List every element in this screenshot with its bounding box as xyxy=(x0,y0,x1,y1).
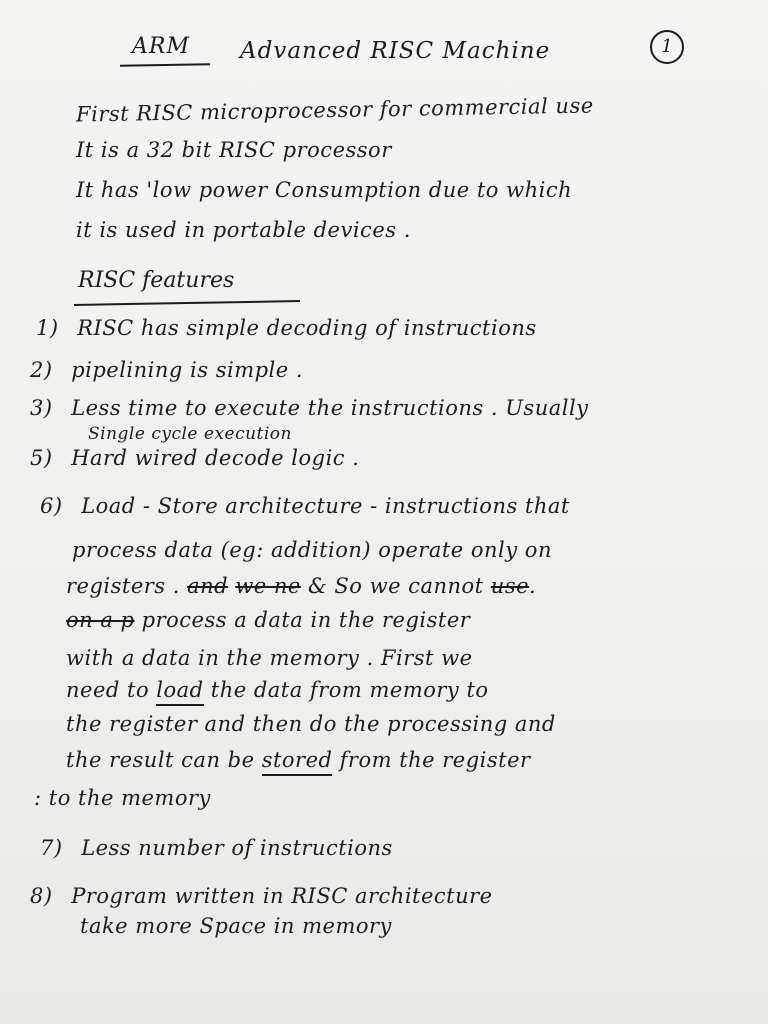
feature-item xyxy=(40,836,393,860)
feature-item xyxy=(36,316,537,340)
paragraph-line: the result can be stored from the register xyxy=(66,748,531,772)
paragraph-line: need to load the data from memory to xyxy=(66,678,489,702)
feature-item xyxy=(30,446,359,470)
feature-item-continuation xyxy=(80,914,392,938)
abbreviation-underline xyxy=(120,63,210,67)
feature-item-continuation xyxy=(88,424,292,444)
page-title: Advanced RISC Machine xyxy=(240,38,551,64)
feature-number: 8) xyxy=(30,884,53,908)
intro-line-4: it is used in portable devices . xyxy=(76,218,411,242)
feature-number: 2) xyxy=(30,358,53,382)
feature-text: Hard wired decode logic . xyxy=(71,446,360,470)
feature-text: Less time to execute the instructions . Usually xyxy=(71,396,589,420)
section-heading-underline xyxy=(74,300,300,306)
paragraph-line: registers . and we ne & So we cannot use. xyxy=(66,574,537,598)
page-number: 1 xyxy=(650,30,684,64)
intro-line-2: It is a 32 bit RISC processor xyxy=(76,138,392,162)
feature-item xyxy=(40,494,570,518)
struck-text: use xyxy=(490,574,530,598)
underlined-word: stored xyxy=(262,748,333,776)
arm-abbreviation: ARM xyxy=(132,34,190,59)
feature-number: 3) xyxy=(30,396,53,420)
feature-text: Load - Store architecture - instructions that xyxy=(81,494,570,518)
feature-text: take more Space in memory xyxy=(80,914,392,938)
paragraph-line: : to the memory xyxy=(34,786,211,810)
feature-item xyxy=(30,396,589,420)
underlined-word: load xyxy=(156,678,203,706)
struck-text: we ne xyxy=(235,574,301,598)
intro-line-1: First RISC microprocessor for commercial use xyxy=(75,93,594,127)
margin-mark: : xyxy=(34,786,42,810)
paragraph-line: the register and then do the processing and xyxy=(66,712,556,736)
paragraph-line: with a data in the memory . First we xyxy=(66,646,473,670)
struck-text: and xyxy=(187,574,229,598)
feature-number: 1) xyxy=(36,316,59,340)
section-heading: RISC features xyxy=(78,268,235,293)
feature-number: 7) xyxy=(40,836,63,860)
page-header xyxy=(120,30,740,80)
feature-text: Less number of instructions xyxy=(81,836,393,860)
feature-text: Single cycle execution xyxy=(88,424,292,444)
feature-item xyxy=(30,884,493,908)
struck-text: on a p xyxy=(66,608,135,632)
feature-text: RISC has simple decoding of instructions xyxy=(77,316,537,340)
intro-line-3: It has 'low power Consumption due to which xyxy=(76,178,573,202)
paragraph-line: process data (eg: addition) operate only on xyxy=(72,538,552,562)
feature-number: 5) xyxy=(30,446,53,470)
feature-number: 6) xyxy=(40,494,63,518)
feature-text: Program written in RISC architecture xyxy=(71,884,493,908)
paragraph-line: on a p process a data in the register xyxy=(66,608,471,632)
feature-item xyxy=(30,358,303,382)
feature-text: pipelining is simple . xyxy=(71,358,304,382)
